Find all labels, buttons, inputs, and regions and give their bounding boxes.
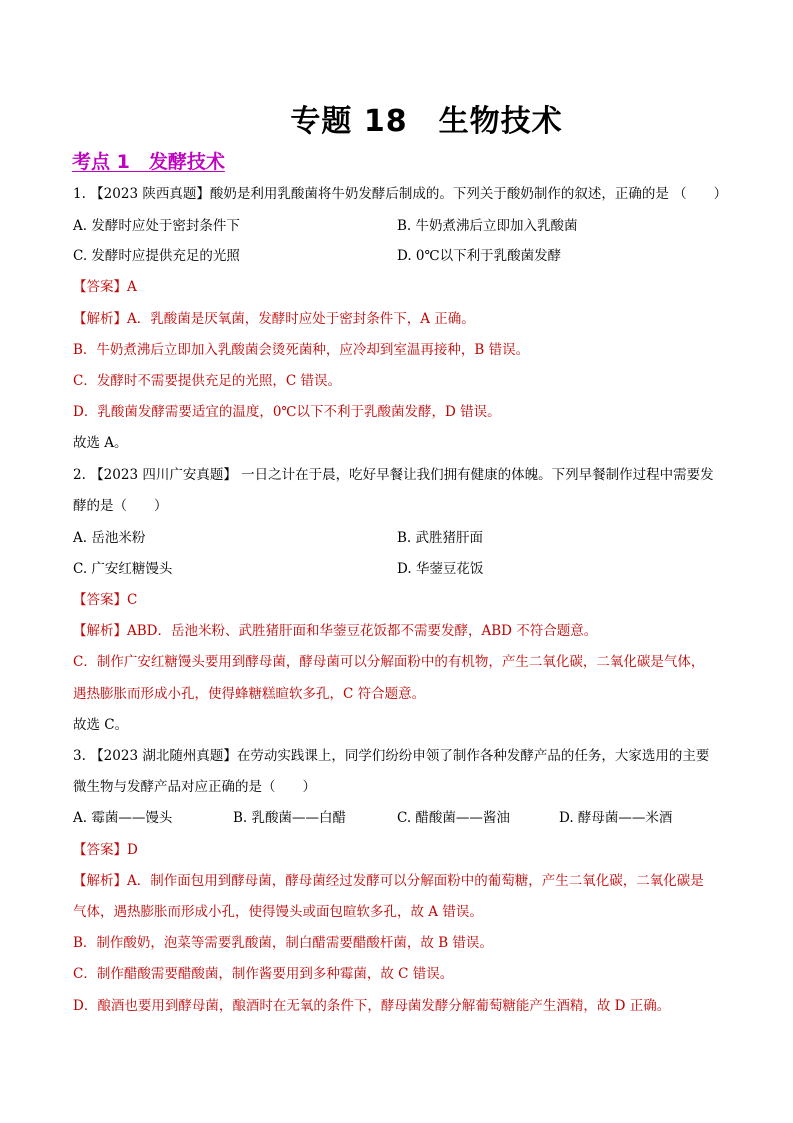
q1-explanation-3: C．发酵时不需要提供充足的光照，C 错误。 [73, 373, 341, 389]
q3-explanation-1: 【解析】A．制作面包用到酵母菌，酵母菌经过发酵可以分解面粉中的葡萄糖，产生二氧化碳，二氧化碳是 [73, 873, 704, 889]
q3-explanation-5: D．酿酒也要用到酵母菌，酿酒时在无氧的条件下，酵母菌发酵分解葡萄糖能产生酒精，故 D 正确。 [73, 998, 671, 1014]
q2-stem-line-2: 酵的是（ ） [73, 498, 168, 514]
q2-option-a: A. 岳池米粉 [73, 530, 146, 546]
q3-answer: 【答案】D [73, 842, 138, 858]
q3-option-c: C. 醋酸菌——酱油 [397, 810, 510, 826]
q3-explanation-3: B．制作酸奶，泡菜等需要乳酸菌，制白醋需要醋酸杆菌，故 B 错误。 [73, 935, 493, 951]
q1-explanation-4: D．乳酸菌发酵需要适宜的温度，0℃以下不利于乳酸菌发酵，D 错误。 [73, 404, 501, 420]
q2-option-b: B. 武胜猪肝面 [397, 530, 484, 546]
q1-answer: 【答案】A [73, 279, 137, 295]
q2-conclusion: 故选 C。 [73, 717, 129, 733]
q1-option-a: A. 发酵时应处于密封条件下 [73, 218, 240, 234]
q1-option-d: D. 0℃以下利于乳酸菌发酵 [397, 248, 562, 264]
q2-explanation-3: 遇热膨胀而形成小孔，使得蜂糖糕暄软多孔，C 符合题意。 [73, 686, 426, 702]
q3-explanation-4: C．制作醋酸需要醋酸菌，制作酱要用到多种霉菌，故 C 错误。 [73, 966, 454, 982]
q1-conclusion: 故选 A。 [73, 435, 128, 451]
q3-option-b: B. 乳酸菌——白醋 [233, 810, 347, 826]
q1-option-b: B. 牛奶煮沸后立即加入乳酸菌 [397, 218, 578, 234]
q2-explanation-1: 【解析】ABD．岳池米粉、武胜猪肝面和华蓥豆花饭都不需要发酵，ABD 不符合题意。 [73, 623, 598, 639]
q3-stem-line-1: 3. 【2023 湖北随州真题】在劳动实践课上，同学们纷纷申领了制作各种发酵产品的任务，大家选用的主要 [73, 748, 710, 764]
q2-option-c: C. 广安红糖馒头 [73, 561, 173, 577]
q3-option-a: A. 霉菌——馒头 [73, 810, 173, 826]
q1-stem: 1. 【2023 陕西真题】酸奶是利用乳酸菌将牛奶发酵后制成的。下列关于酸奶制作的叙述，正确的是 （ ） [73, 186, 728, 202]
q2-stem-line-1: 2. 【2023 四川广安真题】 一日之计在于晨，吃好早餐让我们拥有健康的体魄。下列早餐制作过程中需要发 [73, 467, 714, 483]
q1-explanation-2: B．牛奶煮沸后立即加入乳酸菌会烫死菌种，应冷却到室温再接种，B 错误。 [73, 342, 530, 358]
q3-explanation-2: 气体，遇热膨胀而形成小孔，使得馒头或面包暄软多孔，故 A 错误。 [73, 904, 483, 920]
q2-explanation-2: C．制作广安红糖馒头要用到酵母菌，酵母菌可以分解面粉中的有机物，产生二氧化碳，二氧化碳是气体， [73, 654, 705, 670]
q3-stem-line-2: 微生物与发酵产品对应正确的是（ ） [73, 779, 316, 795]
q2-option-d: D. 华蓥豆花饭 [397, 561, 484, 577]
q1-explanation-1: 【解析】A．乳酸菌是厌氧菌，发酵时应处于密封条件下，A 正确。 [73, 311, 475, 327]
q1-option-c: C. 发酵时应提供充足的光照 [73, 248, 240, 264]
q3-option-d: D. 酵母菌——米酒 [559, 810, 673, 826]
page-title: 专题 18 生物技术 [290, 104, 563, 139]
q2-answer: 【答案】C [73, 592, 138, 608]
section-heading: 考点 1 发酵技术 [72, 151, 225, 173]
